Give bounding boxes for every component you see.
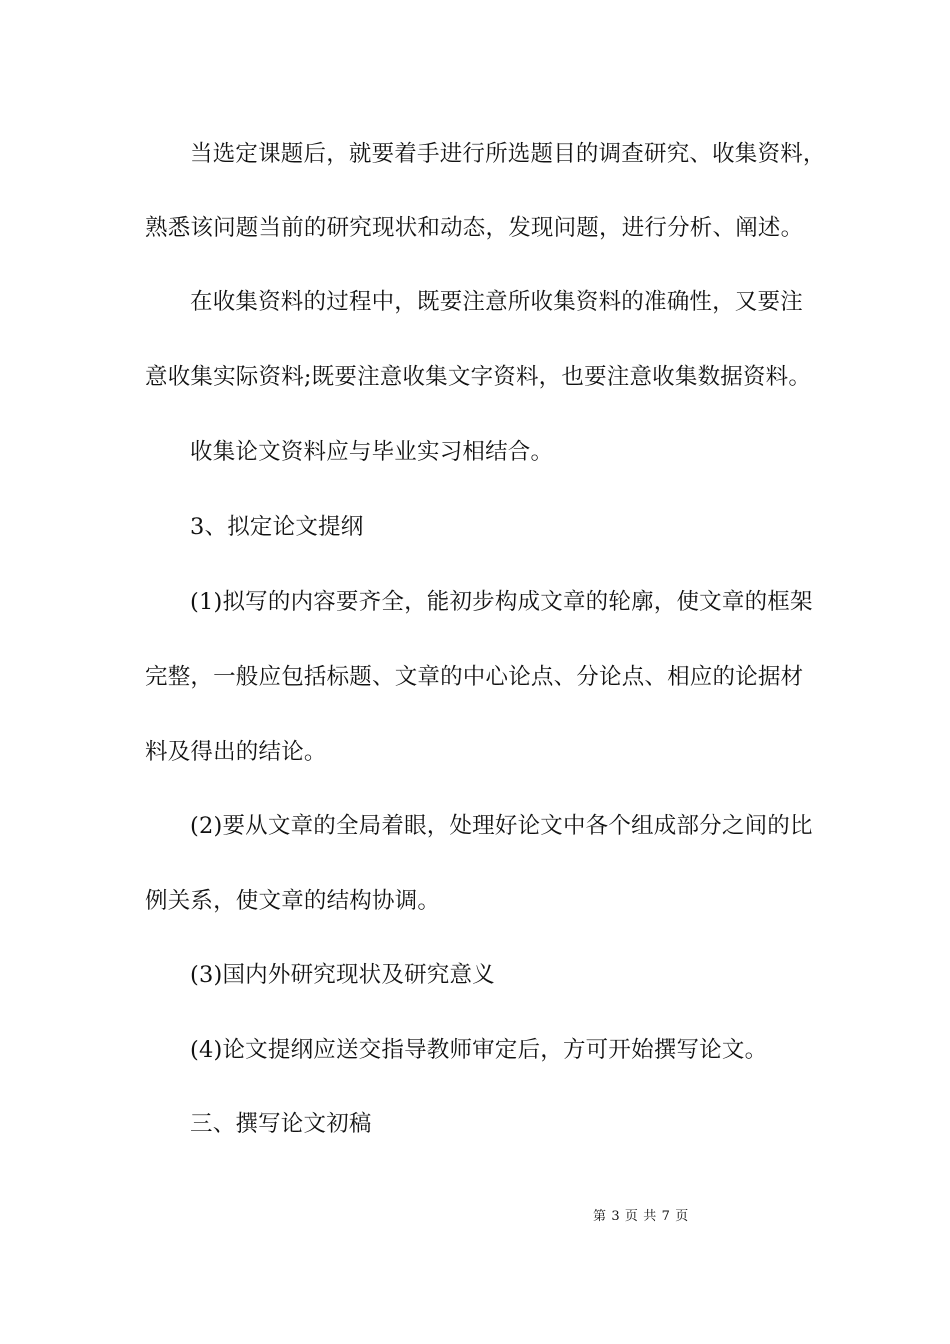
paragraph-line: (1)拟写的内容要齐全，能初步构成文章的轮廓，使文章的框架 <box>190 589 813 615</box>
paragraph-line: 完整，一般应包括标题、文章的中心论点、分论点、相应的论据材 <box>145 664 804 690</box>
paragraph-line: 料及得出的结论。 <box>145 739 327 765</box>
paragraph-line: 收集论文资料应与毕业实习相结合。 <box>190 439 554 465</box>
paragraph-line: (4)论文提纲应送交指导教师审定后，方可开始撰写论文。 <box>190 1037 768 1063</box>
paragraph-line: (3)国内外研究现状及研究意义 <box>190 962 495 988</box>
page-number: 第 3 页 共 7 页 <box>593 1209 689 1224</box>
paragraph-line: 在收集资料的过程中，既要注意所收集资料的准确性，又要注 <box>190 289 803 315</box>
paragraph-line: 当选定课题后，就要着手进行所选题目的调查研究、收集资料， <box>190 141 826 167</box>
section-heading: 三、撰写论文初稿 <box>190 1111 372 1137</box>
paragraph-line: 意收集实际资料;既要注意收集文字资料，也要注意收集数据资料。 <box>145 364 812 390</box>
section-heading: 3、拟定论文提纲 <box>190 514 364 540</box>
paragraph-line: 例关系，使文章的结构协调。 <box>145 888 441 914</box>
paragraph-line: (2)要从文章的全局着眼，处理好论文中各个组成部分之间的比 <box>190 813 813 839</box>
paragraph-line: 熟悉该问题当前的研究现状和动态，发现问题，进行分析、阐述。 <box>145 215 804 241</box>
